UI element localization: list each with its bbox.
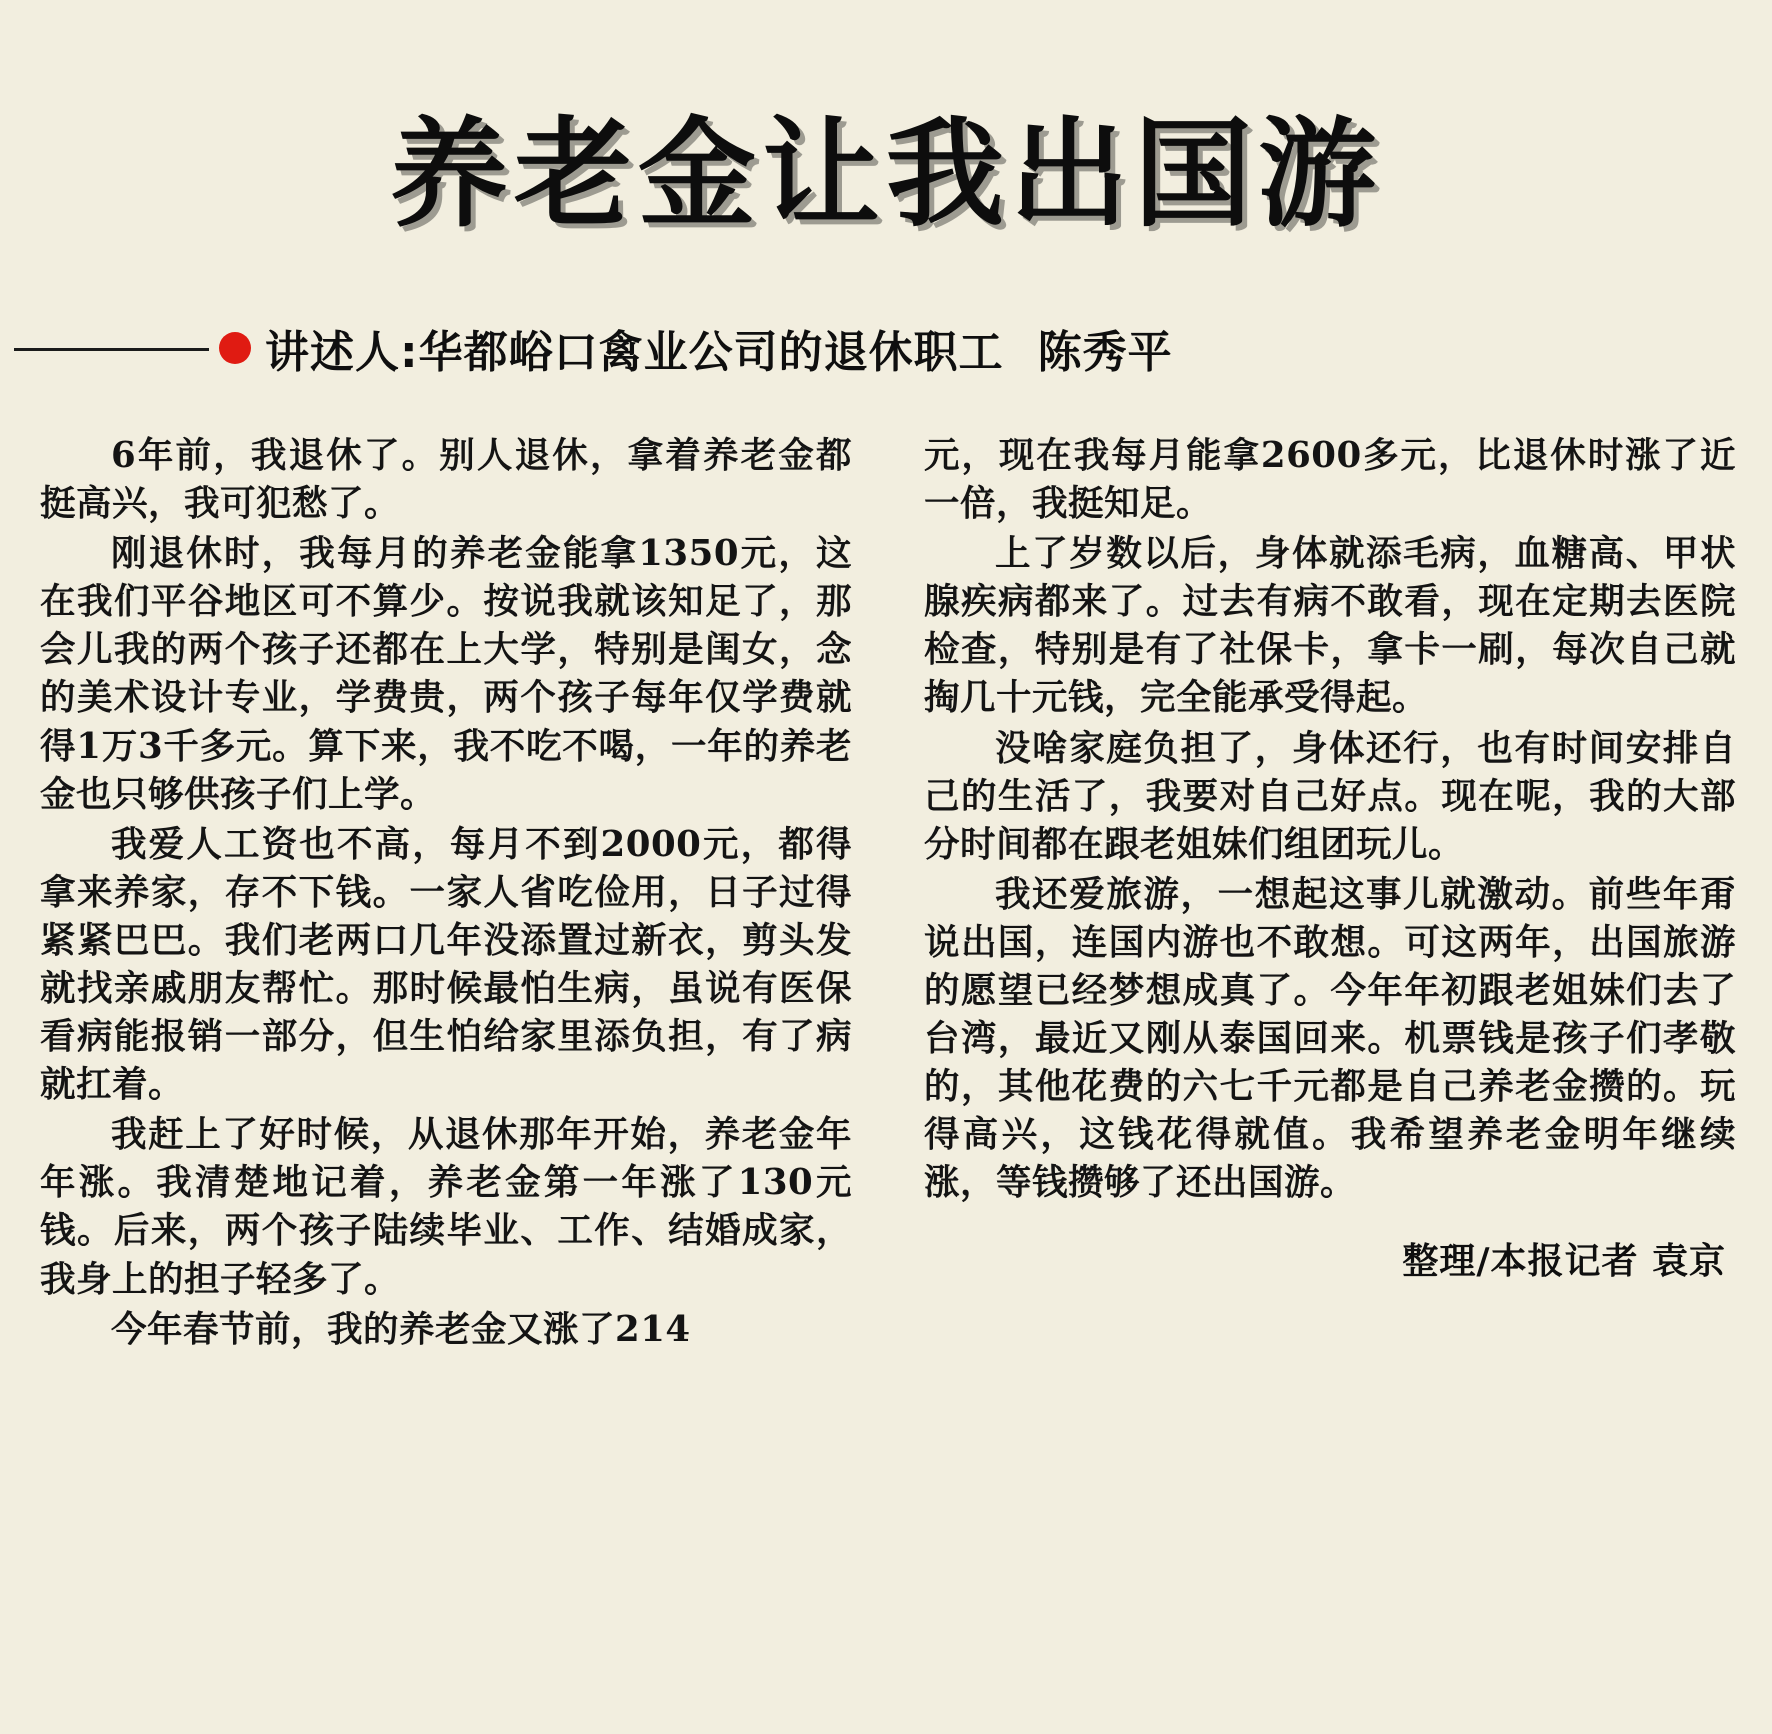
paragraph: 我还爱旅游，一想起这事儿就激动。前些年甭说出国，连国内游也不敢想。可这两年，出国旅游的愿望已经梦想成真了。今年年初跟老姐妹们去了台湾，最近又刚从泰国回来。机票钱是孩子们孝敬的，其他花费的六七千元都是自己养老金攒的。玩得高兴，这钱花得就值。我希望养老金明年继续涨，等钱攒够了还出国游。 [924, 873, 1736, 1204]
article-body [0, 432, 1772, 1356]
paragraph: 我爱人工资也不高，每月不到2000元，都得拿来养家，存不下钱。一家人省吃俭用，日子过得紧紧巴巴。我们老两口几年没添置过新衣，剪头发就找亲戚朋友帮忙。那时候最怕生病，虽说有医保看病能报销一部分，但生怕给家里添负担，有了病就扛着。 [40, 823, 852, 1106]
bullet-dot-icon [219, 332, 251, 364]
paragraph: 我赶上了好时候，从退休那年开始，养老金年年涨。我清楚地记着，养老金第一年涨了130元钱。后来，两个孩子陆续毕业、工作、结婚成家，我身上的担子轻多了。 [40, 1114, 852, 1300]
paragraph: 上了岁数以后，身体就添毛病，血糖高、甲状腺疾病都来了。过去有病不敢看，现在定期去医院检查，特别是有了社保卡，拿卡一刷，每次自己就掏几十元钱，完全能承受得起。 [924, 533, 1736, 719]
article-credit: 整理/本报记者 袁京 [1402, 1241, 1726, 1283]
paragraph: 今年春节前，我的养老金又涨了214 [111, 1308, 691, 1350]
byline [0, 316, 1772, 380]
article-column-right [924, 432, 1736, 1356]
paragraph: 6年前，我退休了。别人退休，拿着养老金都挺高兴，我可犯愁了。 [40, 434, 852, 525]
page-title: 养老金让我出国游 [389, 105, 1382, 244]
paragraph: 元，现在我每月能拿2600多元，比退休时涨了近一倍，我挺知足。 [924, 434, 1736, 525]
newspaper-page [0, 79, 1772, 1734]
byline-rule [14, 348, 209, 351]
byline-label: 讲述人:华都峪口禽业公司的退休职工 [265, 326, 1004, 378]
byline-author-name: 陈秀平 [1037, 326, 1173, 378]
paragraph: 没啥家庭负担了，身体还行，也有时间安排自己的生活了，我要对自己好点。现在呢，我的大部分时间都在跟老姐妹们组团玩儿。 [924, 727, 1736, 865]
paragraph: 刚退休时，我每月的养老金能拿1350元，这在我们平谷地区可不算少。按说我就该知足了，那会儿我的两个孩子还都在上大学，特别是闺女，念的美术设计专业，学费贵，两个孩子每年仅学费就得1万3千多元。算下来，我不吃不喝，一年的养老金也只够供孩子们上学。 [40, 533, 852, 815]
article-column-left [40, 432, 852, 1356]
